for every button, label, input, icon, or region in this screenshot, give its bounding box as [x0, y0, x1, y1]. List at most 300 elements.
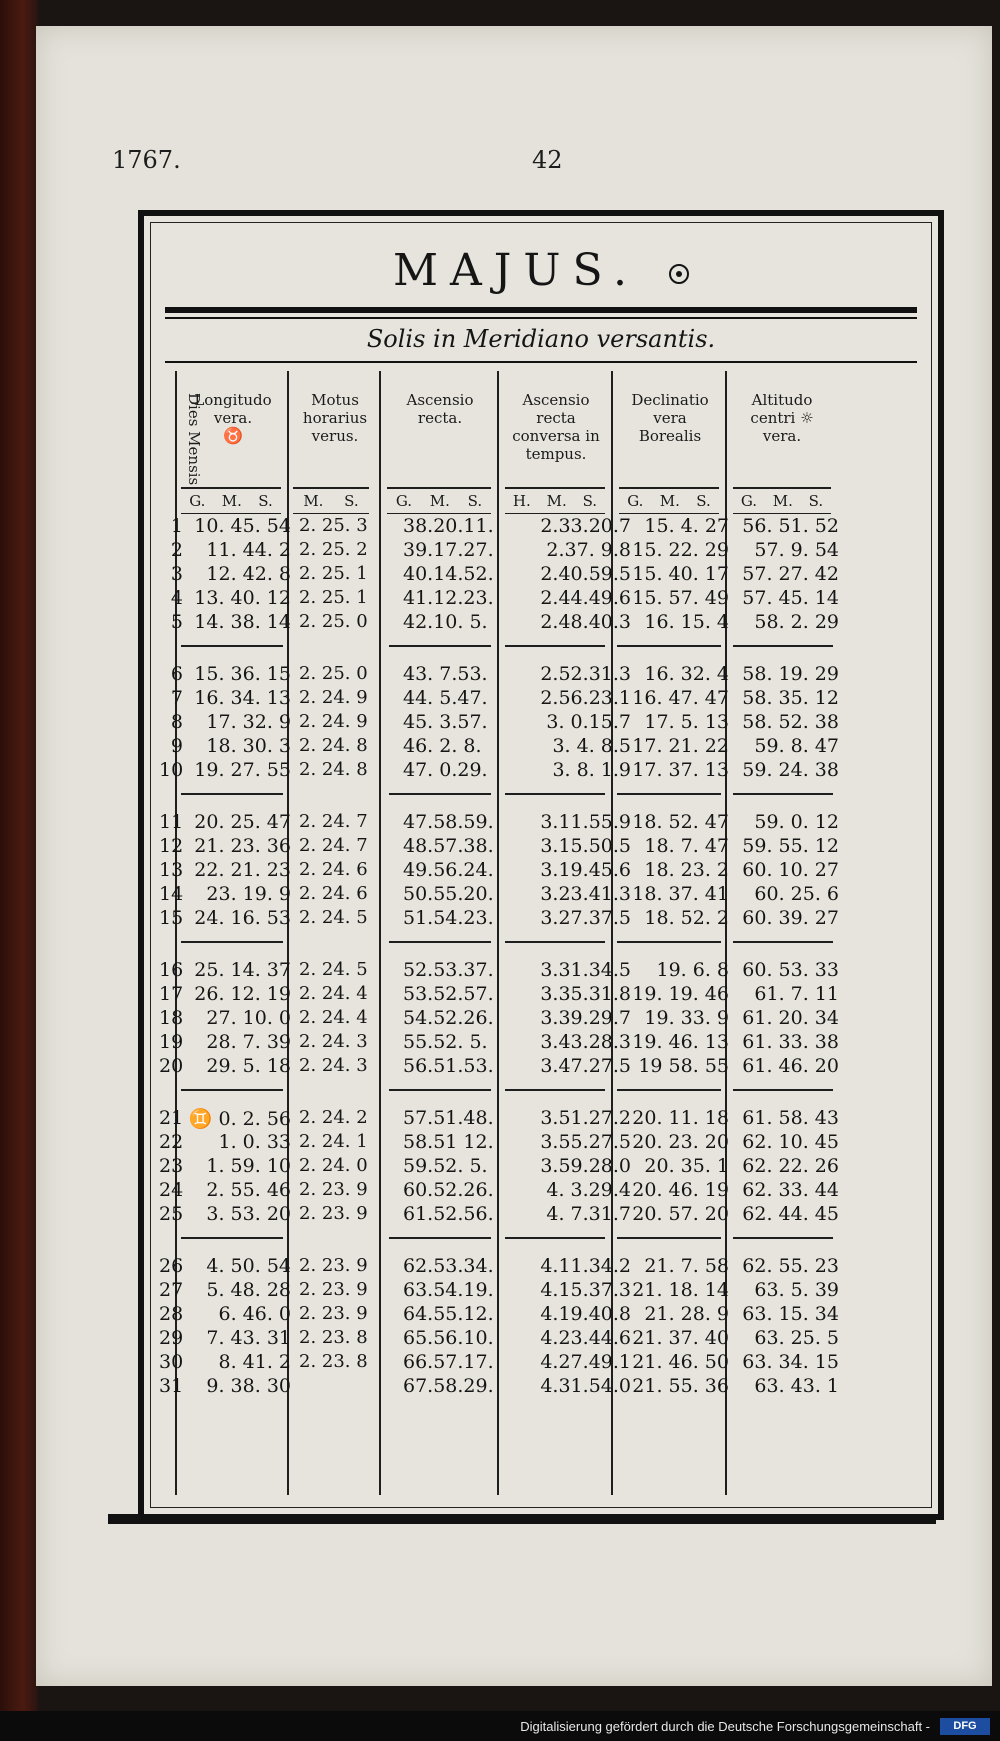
table-row — [151, 883, 931, 907]
altitudo-value: 59. 24. 38 — [742, 759, 839, 781]
group-separator — [733, 1237, 833, 1239]
conversa-value: 4.15.37.3 — [540, 1279, 631, 1301]
unit-label: S. — [467, 492, 483, 510]
table-row — [151, 1279, 931, 1303]
declinatio-value: 17. 37. 13 — [632, 759, 729, 781]
day-number: 4 — [170, 587, 183, 609]
table-row — [151, 1055, 931, 1079]
longitudo-value: 1. 0. 33 — [218, 1131, 291, 1153]
motus-value: 2. 23. 9 — [299, 1255, 368, 1276]
ascensio-value: 39.17.27. — [403, 539, 494, 561]
group-separator — [617, 941, 721, 943]
group-separator — [505, 793, 605, 795]
altitudo-value: 63. 43. 1 — [754, 1375, 839, 1397]
unit-label: S. — [582, 492, 598, 510]
ascensio-value: 55.52. 5. — [403, 1031, 488, 1053]
conversa-value: 2.52.31.3 — [540, 663, 631, 685]
day-group — [151, 811, 931, 959]
day-number: 2 — [170, 539, 183, 561]
motus-value: 2. 24. 8 — [299, 759, 368, 780]
units-conversa — [505, 487, 605, 514]
table-row — [151, 1375, 931, 1399]
table-row — [151, 835, 931, 859]
day-number: 28 — [159, 1303, 184, 1325]
group-separator — [733, 1089, 833, 1091]
ascensio-value: 47.58.59. — [403, 811, 494, 833]
header-altitudo — [729, 391, 835, 445]
longitudo-value: ♊ 0. 2. 56 — [188, 1108, 291, 1130]
group-separator — [181, 941, 283, 943]
declinatio-value: 15. 4. 27 — [644, 515, 729, 537]
declinatio-value: 20. 35. 1 — [644, 1155, 729, 1177]
day-number: 11 — [159, 811, 184, 833]
motus-value: 2. 24. 7 — [299, 835, 368, 856]
motus-value: 2. 25. 0 — [299, 611, 368, 632]
declinatio-value: 16. 32. 4 — [644, 663, 729, 685]
day-group — [151, 959, 931, 1107]
ascensio-value: 67.58.29. — [403, 1375, 494, 1397]
motus-value: 2. 24. 9 — [299, 687, 368, 708]
longitudo-value: 14. 38. 14 — [194, 611, 291, 633]
conversa-value: 3.27.37.5 — [540, 907, 631, 929]
ascensio-value: 59.52. 5. — [403, 1155, 488, 1177]
motus-value: 2. 24. 6 — [299, 859, 368, 880]
group-separator — [505, 645, 605, 647]
conversa-value: 2.37. 9.8 — [546, 539, 631, 561]
table-row — [151, 663, 931, 687]
longitudo-value: 2. 55. 46 — [206, 1179, 291, 1201]
day-number: 7 — [170, 687, 183, 709]
motus-value: 2. 24. 2 — [299, 1107, 368, 1128]
group-separator — [505, 941, 605, 943]
declinatio-value: 15. 22. 29 — [632, 539, 729, 561]
table-row — [151, 1131, 931, 1155]
motus-value: 2. 24. 3 — [299, 1031, 368, 1052]
group-separator — [505, 1237, 605, 1239]
declinatio-value: 21. 37. 40 — [632, 1327, 729, 1349]
altitudo-value: 58. 52. 38 — [742, 711, 839, 733]
unit-label: G. — [395, 492, 413, 510]
table-row — [151, 1303, 931, 1327]
header-conversa-line1: Ascensio recta — [522, 391, 590, 427]
table-frame — [138, 210, 944, 1520]
conversa-value: 4.11.34.2 — [540, 1255, 631, 1277]
declinatio-value: 18. 52. 2 — [644, 907, 729, 929]
conversa-value: 3.35.31.8 — [540, 983, 631, 1005]
day-number: 17 — [159, 983, 184, 1005]
page-year: 1767. — [112, 146, 181, 174]
header-conversa — [501, 391, 611, 463]
subtitle-rule — [165, 361, 917, 363]
declinatio-value: 19. 46. 13 — [632, 1031, 729, 1053]
altitudo-value: 62. 55. 23 — [742, 1255, 839, 1277]
day-group — [151, 1107, 931, 1255]
ascensio-value: 53.52.57. — [403, 983, 494, 1005]
altitudo-value: 62. 44. 45 — [742, 1203, 839, 1225]
longitudo-value: 6. 46. 0 — [218, 1303, 291, 1325]
altitudo-value: 61. 46. 20 — [742, 1055, 839, 1077]
motus-value: 2. 24. 5 — [299, 907, 368, 928]
conversa-value: 4.23.44.6 — [540, 1327, 631, 1349]
sun-icon — [669, 264, 689, 284]
conversa-value: 3.19.45.6 — [540, 859, 631, 881]
table-row — [151, 811, 931, 835]
conversa-value: 2.33.20.7 — [540, 515, 631, 537]
declinatio-value: 17. 21. 22 — [632, 735, 729, 757]
header-dies-mensis: Dies Mensis — [185, 393, 203, 486]
day-group — [151, 1255, 931, 1403]
day-group — [151, 663, 931, 811]
table-row — [151, 959, 931, 983]
day-number: 9 — [170, 735, 183, 757]
day-number: 5 — [170, 611, 183, 633]
table-row — [151, 515, 931, 539]
conversa-value: 4.31.54.0 — [540, 1375, 631, 1397]
longitudo-value: 3. 53. 20 — [206, 1203, 291, 1225]
table-row — [151, 1179, 931, 1203]
conversa-value: 3. 8. 1.9 — [552, 759, 631, 781]
declinatio-value: 15. 40. 17 — [632, 563, 729, 585]
table-inner-border — [150, 222, 932, 1508]
longitudo-value: 19. 27. 55 — [194, 759, 291, 781]
day-number: 29 — [159, 1327, 184, 1349]
ascensio-value: 56.51.53. — [403, 1055, 494, 1077]
day-number: 14 — [159, 883, 184, 905]
units-altitudo — [733, 487, 831, 514]
unit-label: S. — [258, 492, 273, 510]
motus-value: 2. 25. 1 — [299, 587, 368, 608]
longitudo-value: 23. 19. 9 — [206, 883, 291, 905]
header-altitudo-line2: centri ☼ — [750, 409, 814, 427]
motus-value: 2. 25. 2 — [299, 539, 368, 560]
ascensio-value: 54.52.26. — [403, 1007, 494, 1029]
table-row — [151, 687, 931, 711]
day-number: 21 — [159, 1107, 184, 1129]
header-ascensio — [383, 391, 497, 427]
units-longitudo — [181, 487, 281, 514]
header-declinatio-line3: Borealis — [638, 427, 702, 445]
declinatio-value: 18. 7. 47 — [644, 835, 729, 857]
table-row — [151, 859, 931, 883]
declinatio-value: 20. 23. 20 — [632, 1131, 729, 1153]
units-motus — [293, 487, 369, 514]
altitudo-value: 61. 58. 43 — [742, 1107, 839, 1129]
day-number: 16 — [159, 959, 184, 981]
declinatio-value: 21. 7. 58 — [644, 1255, 729, 1277]
unit-label: M. — [772, 492, 793, 510]
month-title — [151, 245, 931, 296]
day-number: 19 — [159, 1031, 184, 1053]
declinatio-value: 17. 5. 13 — [644, 711, 729, 733]
ascensio-value: 64.55.12. — [403, 1303, 494, 1325]
header-altitudo-line1: Altitudo — [751, 391, 813, 409]
table-row — [151, 587, 931, 611]
group-separator — [389, 941, 491, 943]
altitudo-value: 57. 45. 14 — [742, 587, 839, 609]
page-header — [112, 146, 872, 186]
unit-label: M. — [221, 492, 242, 510]
conversa-value: 4.19.40.8 — [540, 1303, 631, 1325]
ascensio-value: 42.10. 5. — [403, 611, 488, 633]
declinatio-value: 18. 37. 41 — [632, 883, 729, 905]
longitudo-value: 22. 21. 23 — [194, 859, 291, 881]
unit-label: G. — [740, 492, 758, 510]
longitudo-value: 1. 59. 10 — [206, 1155, 291, 1177]
header-altitudo-line3: vera. — [762, 427, 802, 445]
header-motus-line2: horarius — [302, 409, 368, 427]
motus-value: 2. 24. 0 — [299, 1155, 368, 1176]
footer-credit: Digitalisierung gefördert durch die Deutsche Forschungsgemeinschaft - — [520, 1719, 930, 1734]
group-separator — [389, 1089, 491, 1091]
conversa-value: 3.15.50.5 — [540, 835, 631, 857]
page-number: 42 — [532, 146, 563, 174]
page-bottom-rule — [108, 1514, 936, 1524]
longitudo-value: 12. 42. 8 — [206, 563, 291, 585]
table-row — [151, 539, 931, 563]
group-separator — [181, 793, 283, 795]
motus-value: 2. 23. 9 — [299, 1303, 368, 1324]
day-number: 13 — [159, 859, 184, 881]
motus-value: 2. 24. 4 — [299, 1007, 368, 1028]
altitudo-value: 63. 15. 34 — [742, 1303, 839, 1325]
header-motus-line1: Motus — [311, 391, 359, 409]
day-number: 23 — [159, 1155, 184, 1177]
longitudo-value: 13. 40. 12 — [194, 587, 291, 609]
ascensio-value: 46. 2. 8. — [403, 735, 482, 757]
group-separator — [733, 941, 833, 943]
group-separator — [181, 1089, 283, 1091]
header-motus — [291, 391, 379, 445]
motus-value: 2. 24. 7 — [299, 811, 368, 832]
book-spine-edge — [0, 0, 38, 1741]
motus-value: 2. 25. 0 — [299, 663, 368, 684]
declinatio-value: 18. 52. 47 — [632, 811, 729, 833]
conversa-value: 3. 0.15.7 — [546, 711, 631, 733]
table-row — [151, 1255, 931, 1279]
conversa-value: 2.40.59.5 — [540, 563, 631, 585]
dfg-logo: DFG — [940, 1718, 990, 1735]
declinatio-value: 19. 19. 46 — [632, 983, 729, 1005]
longitudo-value: 18. 30. 3 — [206, 735, 291, 757]
longitudo-value: 29. 5. 18 — [206, 1055, 291, 1077]
ascensio-value: 63.54.19. — [403, 1279, 494, 1301]
longitudo-value: 21. 23. 36 — [194, 835, 291, 857]
ascensio-value: 48.57.38. — [403, 835, 494, 857]
altitudo-value: 59. 8. 47 — [754, 735, 839, 757]
declinatio-value: 16. 47. 47 — [632, 687, 729, 709]
conversa-value: 2.48.40.3 — [540, 611, 631, 633]
ascensio-value: 47. 0.29. — [403, 759, 488, 781]
altitudo-value: 61. 7. 11 — [754, 983, 839, 1005]
day-number: 31 — [159, 1375, 184, 1397]
table-row — [151, 1107, 931, 1131]
unit-label: M. — [546, 492, 567, 510]
ascensio-value: 49.56.24. — [403, 859, 494, 881]
motus-value: 2. 25. 1 — [299, 563, 368, 584]
declinatio-value: 21. 46. 50 — [632, 1351, 729, 1373]
declinatio-value: 20. 57. 20 — [632, 1203, 729, 1225]
motus-value: 2. 24. 8 — [299, 735, 368, 756]
table-row — [151, 1327, 931, 1351]
conversa-value: 3.55.27.5 — [540, 1131, 631, 1153]
group-separator — [617, 1237, 721, 1239]
ascensio-value: 50.55.20. — [403, 883, 494, 905]
table-row — [151, 983, 931, 1007]
header-motus-line3: verus. — [311, 427, 359, 445]
unit-label: H. — [512, 492, 531, 510]
longitudo-value: 15. 36. 15 — [194, 663, 291, 685]
longitudo-value: 26. 12. 19 — [194, 983, 291, 1005]
longitudo-value: 24. 16. 53 — [194, 907, 291, 929]
day-number: 24 — [159, 1179, 184, 1201]
longitudo-value: 17. 32. 9 — [206, 711, 291, 733]
table-row — [151, 759, 931, 783]
longitudo-value: 4. 50. 54 — [206, 1255, 291, 1277]
ascensio-value: 41.12.23. — [403, 587, 494, 609]
ascensio-value: 45. 3.57. — [403, 711, 488, 733]
motus-value: 2. 23. 8 — [299, 1327, 368, 1348]
longitudo-value: 25. 14. 37 — [194, 959, 291, 981]
longitudo-value: 9. 38. 30 — [206, 1375, 291, 1397]
day-number: 8 — [170, 711, 183, 733]
group-separator — [389, 645, 491, 647]
ascensio-value: 62.53.34. — [403, 1255, 494, 1277]
conversa-value: 3.31.34.5 — [540, 959, 631, 981]
ascensio-value: 43. 7.53. — [403, 663, 488, 685]
group-separator — [733, 793, 833, 795]
declinatio-value: 19. 33. 9 — [644, 1007, 729, 1029]
taurus-icon: ♉ — [223, 426, 243, 445]
motus-value: 2. 23. 9 — [299, 1203, 368, 1224]
table-row — [151, 735, 931, 759]
longitudo-value: 16. 34. 13 — [194, 687, 291, 709]
conversa-value: 4. 3.29.4 — [546, 1179, 631, 1201]
group-separator — [181, 1237, 283, 1239]
header-declinatio-line1: Declinatio — [631, 391, 709, 409]
altitudo-value: 58. 35. 12 — [742, 687, 839, 709]
day-number: 3 — [170, 563, 183, 585]
altitudo-value: 61. 33. 38 — [742, 1031, 839, 1053]
group-separator — [181, 645, 283, 647]
conversa-value: 3. 4. 8.5 — [552, 735, 631, 757]
day-number: 12 — [159, 835, 184, 857]
declinatio-value: 19. 6. 8 — [656, 959, 729, 981]
longitudo-value: 11. 44. 2 — [206, 539, 291, 561]
altitudo-value: 61. 20. 34 — [742, 1007, 839, 1029]
conversa-value: 3.43.28.3 — [540, 1031, 631, 1053]
group-separator — [617, 1089, 721, 1091]
day-number: 15 — [159, 907, 184, 929]
table-row — [151, 563, 931, 587]
ascensio-value: 38.20.11. — [403, 515, 494, 537]
ascensio-value: 52.53.37. — [403, 959, 494, 981]
conversa-value: 3.59.28.0 — [540, 1155, 631, 1177]
declinatio-value: 15. 57. 49 — [632, 587, 729, 609]
day-number: 25 — [159, 1203, 184, 1225]
altitudo-value: 60. 10. 27 — [742, 859, 839, 881]
ascensio-value: 51.54.23. — [403, 907, 494, 929]
group-separator — [617, 793, 721, 795]
declinatio-value: 18. 23. 2 — [644, 859, 729, 881]
motus-value: 2. 24. 4 — [299, 983, 368, 1004]
day-group — [151, 515, 931, 663]
table-row — [151, 907, 931, 931]
group-separator — [505, 1089, 605, 1091]
declinatio-value: 16. 15. 4 — [644, 611, 729, 633]
units-declinatio — [619, 487, 719, 514]
longitudo-value: 28. 7. 39 — [206, 1031, 291, 1053]
table-row — [151, 1031, 931, 1055]
unit-label: M. — [303, 492, 324, 510]
header-declinatio-line2: vera — [653, 409, 687, 427]
ascensio-value: 65.56.10. — [403, 1327, 494, 1349]
longitudo-value: 10. 45. 54 — [194, 515, 291, 537]
day-number: 26 — [159, 1255, 184, 1277]
altitudo-value: 57. 9. 54 — [754, 539, 839, 561]
conversa-value: 3.39.29.7 — [540, 1007, 631, 1029]
table-row — [151, 1155, 931, 1179]
footer-bar — [0, 1711, 1000, 1741]
altitudo-value: 60. 53. 33 — [742, 959, 839, 981]
day-number: 30 — [159, 1351, 184, 1373]
motus-value: 2. 23. 9 — [299, 1279, 368, 1300]
ascensio-value: 61.52.56. — [403, 1203, 494, 1225]
unit-label: S. — [696, 492, 711, 510]
declinatio-value: 21. 28. 9 — [644, 1303, 729, 1325]
motus-value: 2. 23. 9 — [299, 1179, 368, 1200]
unit-label: G. — [189, 492, 206, 510]
day-number: 18 — [159, 1007, 184, 1029]
longitudo-value: 8. 41. 2 — [218, 1351, 291, 1373]
conversa-value: 3.51.27.2 — [540, 1107, 631, 1129]
declinatio-value: 20. 11. 18 — [632, 1107, 729, 1129]
longitudo-value: 27. 10. 0 — [206, 1007, 291, 1029]
altitudo-value: 58. 2. 29 — [754, 611, 839, 633]
conversa-value: 3.11.55.9 — [540, 811, 631, 833]
conversa-value: 3.23.41.3 — [540, 883, 631, 905]
altitudo-value: 62. 33. 44 — [742, 1179, 839, 1201]
table-row — [151, 711, 931, 735]
conversa-value: 2.56.23.1 — [540, 687, 631, 709]
unit-label: G. — [627, 492, 644, 510]
header-conversa-line2: conversa in — [512, 427, 600, 445]
motus-value: 2. 25. 3 — [299, 515, 368, 536]
ascensio-value: 66.57.17. — [403, 1351, 494, 1373]
table-row — [151, 1351, 931, 1375]
header-ascensio-line2: recta. — [417, 409, 463, 427]
motus-value: 2. 23. 8 — [299, 1351, 368, 1372]
group-separator — [733, 645, 833, 647]
header-longitudo-line2: vera. — [213, 409, 253, 427]
conversa-value: 2.44.49.6 — [540, 587, 631, 609]
longitudo-value: 5. 48. 28 — [206, 1279, 291, 1301]
unit-label: S. — [344, 492, 359, 510]
altitudo-value: 63. 5. 39 — [754, 1279, 839, 1301]
altitudo-value: 56. 51. 52 — [742, 515, 839, 537]
conversa-value: 3.47.27.5 — [540, 1055, 631, 1077]
ascensio-value: 57.51.48. — [403, 1107, 494, 1129]
unit-label: M. — [429, 492, 450, 510]
longitudo-value: 7. 43. 31 — [206, 1327, 291, 1349]
day-number: 27 — [159, 1279, 184, 1301]
declinatio-value: 20. 46. 19 — [632, 1179, 729, 1201]
header-declinatio — [615, 391, 725, 445]
day-number: 20 — [159, 1055, 184, 1077]
units-ascensio — [387, 487, 491, 514]
altitudo-value: 60. 25. 6 — [754, 883, 839, 905]
table-row — [151, 1203, 931, 1227]
group-separator — [389, 1237, 491, 1239]
